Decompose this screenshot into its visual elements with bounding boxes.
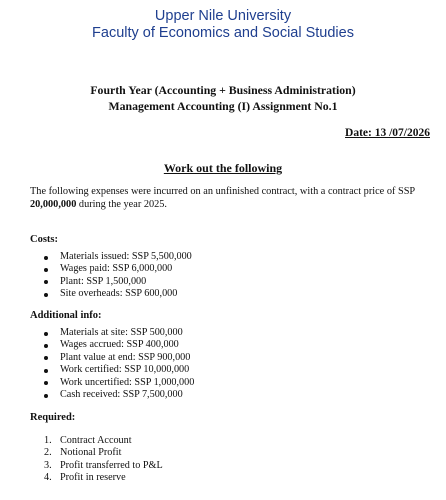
assignment-title: Management Accounting (I) Assignment No.1 (108, 99, 338, 113)
costs-heading: Costs: (30, 234, 58, 245)
required-number: 2. (44, 447, 52, 459)
required-item (30, 447, 410, 459)
intro-paragraph (30, 185, 430, 211)
required-list (30, 435, 410, 485)
section-title: Work out the following (163, 161, 283, 175)
required-text: Profit in reserve (60, 472, 126, 484)
intro-text-before: The following expenses were incurred on an unfinished contract, with a contract price of SSP (30, 186, 415, 197)
info-item: Cash received: SSP 7,500,000 (30, 389, 410, 401)
info-item: Wages accrued: SSP 400,000 (30, 339, 410, 351)
contract-price: 20,000,000 (30, 199, 77, 210)
faculty-name: Faculty of Economics and Social Studies (92, 25, 354, 41)
required-number: 3. (44, 459, 52, 471)
required-number: 1. (44, 435, 52, 446)
required-item (30, 472, 410, 484)
required-heading: Required: (30, 412, 76, 423)
info-item: Work certified: SSP 10,000,000 (30, 364, 410, 376)
assignment-date: Date: 13 /07/2026 (345, 127, 430, 139)
costs-list (30, 251, 410, 301)
intro-text-after: during the year 2025. (76, 199, 167, 210)
info-item: Materials at site: SSP 500,000 (30, 327, 410, 339)
cost-item: Plant: SSP 1,500,000 (30, 276, 410, 288)
cost-item: Site overheads: SSP 600,000 (30, 288, 410, 300)
required-text: Notional Profit (60, 447, 122, 459)
cost-item: Materials issued: SSP 5,500,000 (30, 251, 410, 263)
additional-info-heading: Additional info: (30, 310, 102, 321)
cost-item: Wages paid: SSP 6,000,000 (30, 263, 410, 275)
university-header (0, 8, 446, 42)
additional-info-list (30, 327, 410, 401)
info-item: Work uncertified: SSP 1,000,000 (30, 377, 410, 389)
required-item (30, 460, 410, 472)
university-name: Upper Nile University (154, 8, 292, 24)
required-number: 4. (44, 472, 52, 484)
required-text: Profit transferred to P&L (60, 459, 163, 471)
required-item (30, 435, 410, 447)
required-text: Contract Account (60, 435, 132, 446)
info-item: Plant value at end: SSP 900,000 (30, 352, 410, 364)
course-title: Fourth Year (Accounting + Business Administration) (90, 83, 356, 97)
